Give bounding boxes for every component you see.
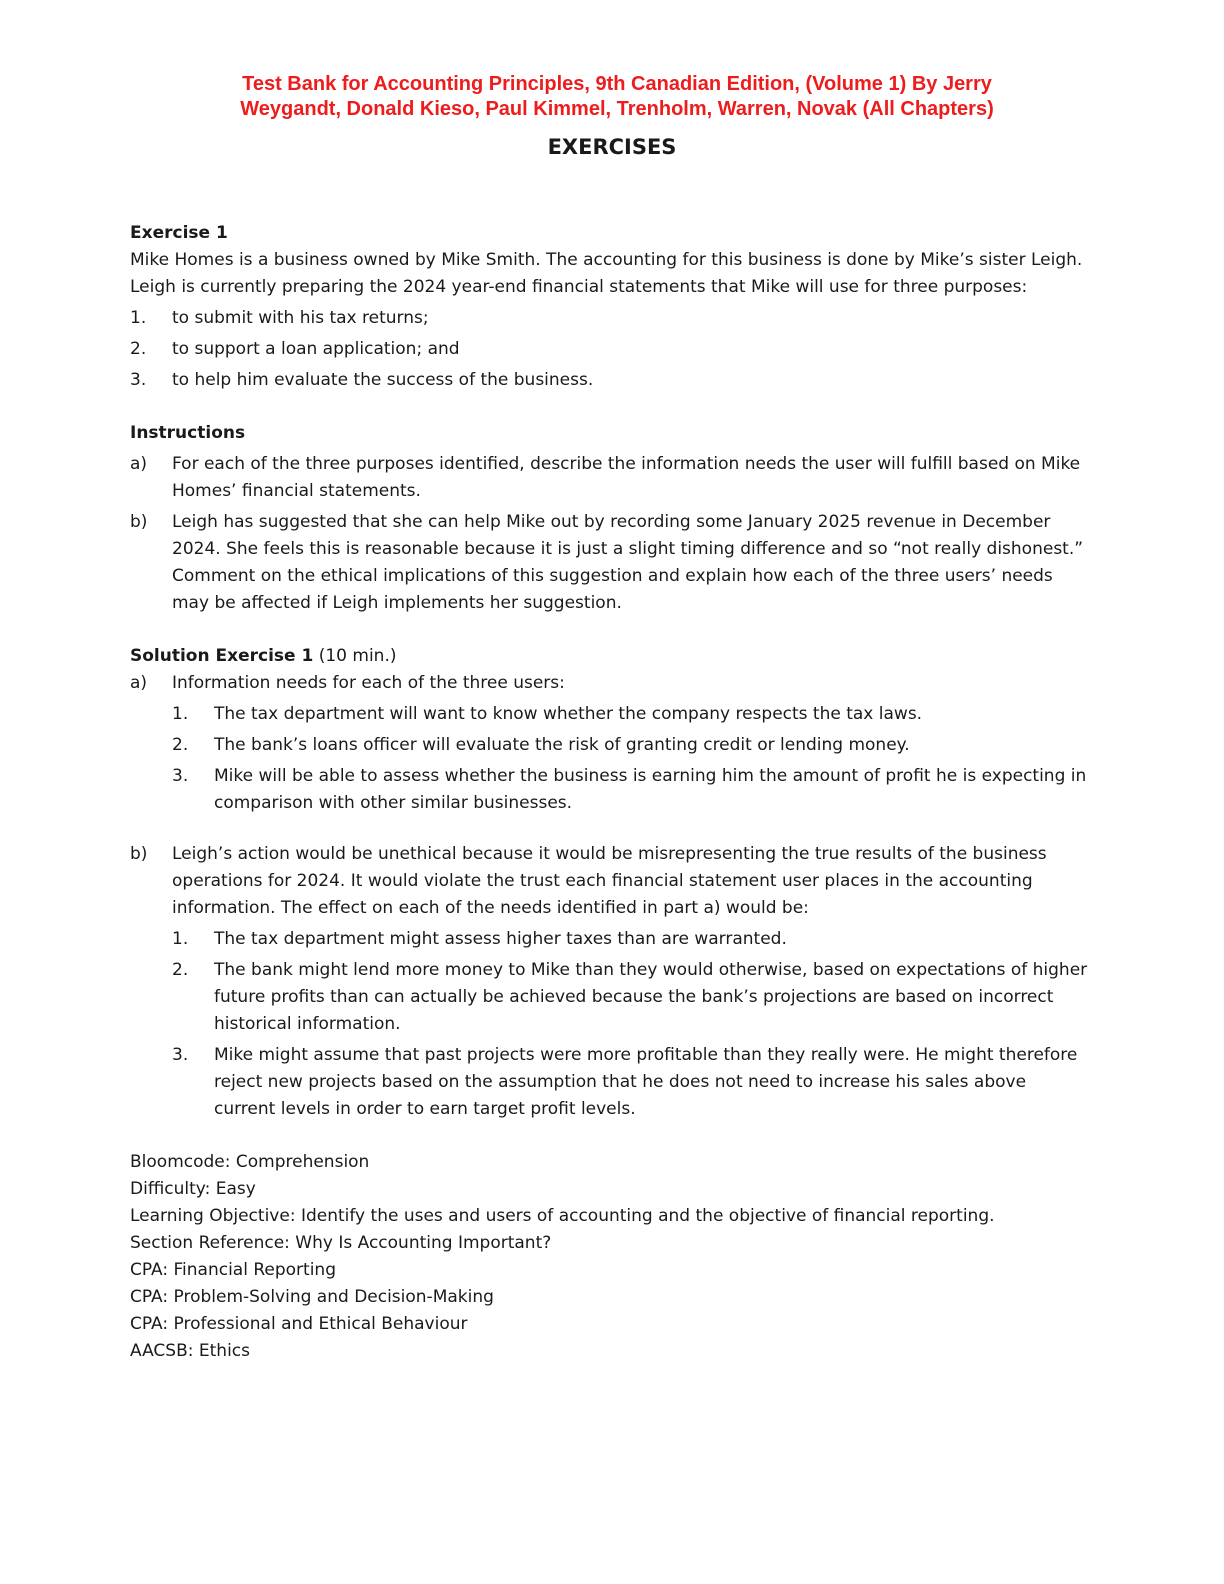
instructions-section <box>130 420 1090 617</box>
metadata-cpa-1: CPA: Financial Reporting <box>130 1260 336 1280</box>
list-item <box>130 509 1090 617</box>
sub-list-item <box>130 732 1090 759</box>
solution-section <box>130 643 1090 1123</box>
sub-list-item <box>130 763 1090 817</box>
sub-list-item <box>130 1042 1090 1123</box>
sub-list-item <box>130 701 1090 728</box>
list-item-text: Leigh’s action would be unethical because it would be misrepresenting the true results of the business operations for 2024. It would violate the trust each financial statement user places in the accounting information. The effect on each of the needs identified in part a) would be: <box>172 844 1047 918</box>
banner-line-1: Test Bank for Accounting Principles, 9th Canadian Edition, (Volume 1) By Jerry <box>242 73 992 95</box>
sub-list-item <box>130 957 1090 1038</box>
list-item-text: to help him evaluate the success of the business. <box>172 370 594 390</box>
list-marker: 1. <box>130 308 147 328</box>
list-marker: a) <box>130 673 148 693</box>
metadata-bloomcode: Bloomcode: Comprehension <box>130 1152 370 1172</box>
solution-header <box>130 643 1090 670</box>
list-item-text: The tax department might assess higher taxes than are warranted. <box>214 929 787 949</box>
list-marker: 2. <box>172 960 189 980</box>
list-item <box>130 367 1090 394</box>
sub-list-item <box>130 926 1090 953</box>
part-a-sublist <box>130 701 1090 817</box>
solution-time: (10 min.) <box>318 646 397 666</box>
list-marker: 2. <box>172 735 189 755</box>
page-heading: EXERCISES <box>547 135 677 159</box>
metadata-cpa-2: CPA: Problem-Solving and Decision-Making <box>130 1287 494 1307</box>
list-marker: 3. <box>172 1045 189 1065</box>
list-item-text: Mike will be able to assess whether the business is earning him the amount of profit he is expecting in comparison with other similar businesses. <box>214 766 1087 813</box>
instructions-title: Instructions <box>130 423 246 443</box>
list-item-text: Mike might assume that past projects were more profitable than they really were. He might therefore reject new projects based on the assumption that he does not need to increase his sales above current levels in order to earn target profit levels. <box>214 1045 1078 1119</box>
list-item <box>130 305 1090 332</box>
list-marker: 2. <box>130 339 147 359</box>
spacer <box>130 394 1090 420</box>
solution-title: Solution Exercise 1 <box>130 646 314 666</box>
exercise-section <box>130 220 1090 394</box>
question-metadata <box>130 1149 1090 1365</box>
spacer <box>130 1123 1090 1149</box>
test-bank-banner <box>130 72 1104 122</box>
list-item-text: Leigh has suggested that she can help Mike out by recording some January 2025 revenue in December 2024. She feels this is reasonable because it is just a slight timing difference and so “not really dishonest.” Comment on the ethical implications of this suggestion and explain how each of the three users’ needs may be affected if Leigh implements her suggestion. <box>172 512 1084 613</box>
exercise-title: Exercise 1 <box>130 223 228 243</box>
spacer <box>130 817 1090 841</box>
list-marker: b) <box>130 844 148 864</box>
solution-part-b <box>130 841 1090 922</box>
list-item-text: to submit with his tax returns; <box>172 308 429 328</box>
solution-part-a <box>130 670 1090 697</box>
list-marker: 1. <box>172 929 189 949</box>
list-marker: 3. <box>172 766 189 786</box>
list-marker: b) <box>130 512 148 532</box>
list-item-text: Information needs for each of the three users: <box>172 673 565 693</box>
purposes-list <box>130 305 1090 394</box>
exercise-intro: Mike Homes is a business owned by Mike Smith. The accounting for this business is done by Mike’s sister Leigh. Leigh is currently preparing the 2024 year-end financial statements that Mike will use for three purposes: <box>130 250 1083 297</box>
list-item-text: to support a loan application; and <box>172 339 460 359</box>
metadata-section-reference: Section Reference: Why Is Accounting Important? <box>130 1233 552 1253</box>
part-b-sublist <box>130 926 1090 1123</box>
instructions-list <box>130 451 1090 617</box>
metadata-learning-objective: Learning Objective: Identify the uses and users of accounting and the objective of financial reporting. <box>130 1206 995 1226</box>
list-marker: 3. <box>130 370 147 390</box>
metadata-cpa-3: CPA: Professional and Ethical Behaviour <box>130 1314 468 1334</box>
list-item-text: The bank’s loans officer will evaluate the risk of granting credit or lending money. <box>214 735 910 755</box>
spacer <box>130 617 1090 643</box>
list-item <box>130 336 1090 363</box>
document-body <box>130 220 1090 1365</box>
metadata-aacsb: AACSB: Ethics <box>130 1341 250 1361</box>
list-item <box>130 451 1090 505</box>
list-item-text: The tax department will want to know whether the company respects the tax laws. <box>214 704 923 724</box>
metadata-difficulty: Difficulty: Easy <box>130 1179 256 1199</box>
list-marker: 1. <box>172 704 189 724</box>
list-item-text: For each of the three purposes identified, describe the information needs the user will fulfill based on Mike Homes’ financial statements. <box>172 454 1081 501</box>
list-marker: a) <box>130 454 148 474</box>
banner-line-2: Weygandt, Donald Kieso, Paul Kimmel, Trenholm, Warren, Novak (All Chapters) <box>240 98 994 120</box>
list-item-text: The bank might lend more money to Mike than they would otherwise, based on expectations of higher future profits than can actually be achieved because the bank’s projections are based on incorrect historical information. <box>214 960 1088 1034</box>
